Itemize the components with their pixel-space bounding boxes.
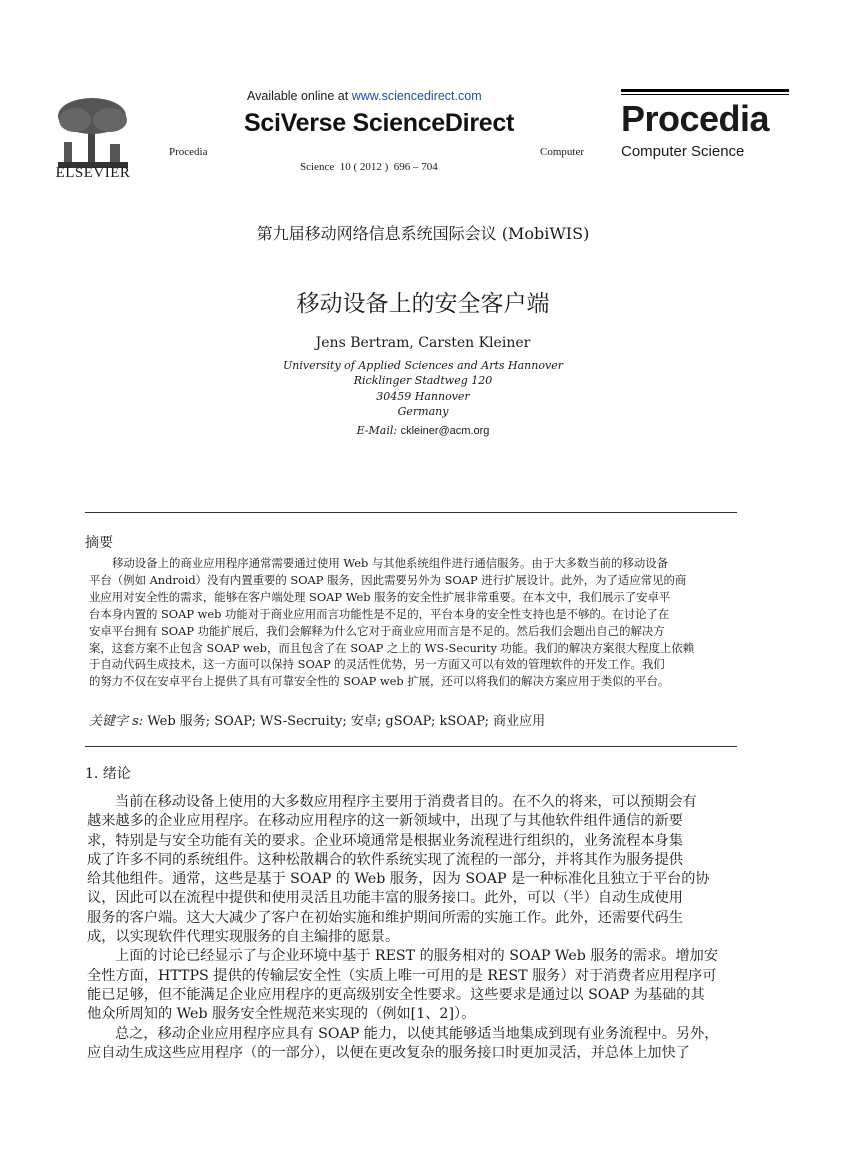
abstract-heading: 摘要 xyxy=(85,535,113,551)
body-line: 能已足够，但不能满足企业应用程序的更高级别安全性要求。这些要求是通过以 SOAP 为基础的其 xyxy=(87,986,705,1003)
conference-name: 第九届移动网络信息系统国际会议 (MobiWIS) xyxy=(256,224,590,243)
affiliation-line: University of Applied Sciences and Arts Hannover xyxy=(283,359,563,372)
affiliation-line: Germany xyxy=(397,404,449,418)
procedia-brand-title: Procedia xyxy=(621,98,770,139)
email-address[interactable]: ckleiner@acm.org xyxy=(400,425,490,437)
brand-rule-thick xyxy=(621,89,789,92)
keywords xyxy=(89,710,545,729)
section-body xyxy=(87,793,759,1063)
keywords-label: 关键字 s: xyxy=(89,714,144,729)
publisher-name: ELSEVIER xyxy=(55,165,131,181)
procedia-brand-subtitle: Computer Science xyxy=(621,143,745,160)
body-line: 成，以实现软件代理实现服务的自主编排的愿景。 xyxy=(87,929,400,946)
body-line: 越来越多的企业应用程序。在移动应用程序的这一新领域中，出现了与其他软件组件通信的新要 xyxy=(87,813,683,830)
journal-name-left: Procedia xyxy=(169,146,208,158)
journal-name-right: Computer xyxy=(540,146,584,158)
email-label: E-Mail: xyxy=(356,424,398,437)
abstract-bottom-divider xyxy=(85,746,737,747)
abstract-line: 移动设备上的商业应用程序通常需要通过使用 Web 与其他系统组件进行通信服务。由于大多数当前的移动设备 xyxy=(112,556,669,570)
availability-prefix: Available online at xyxy=(247,89,352,103)
volume-info: Science 10 ( 2012 ) 696 – 704 xyxy=(300,161,438,173)
availability-line xyxy=(247,89,482,103)
abstract-line: 业应用对安全性的需求，能够在客户端处理 SOAP Web 服务的安全性扩展非常重要。在本文中，我们展示了安卓平 xyxy=(89,589,671,604)
abstract-line: 台本身内置的 SOAP web 功能对于商业应用而言功能性是不足的，平台本身的安全性支持也是不够的。在讨论了在 xyxy=(89,606,670,621)
abstract-line: 案，这套方案不止包含 SOAP web，而且包含了在 SOAP 之上的 WS-Security 功能。我们的解决方案很大程度上依赖 xyxy=(89,640,695,655)
body-line: 应自动生成这些应用程序（的一部分），以便在更改复杂的服务接口时更加灵活，并总体上加快了 xyxy=(87,1044,690,1061)
body-line: 服务的客户端。这大大减少了客户在初始实施和维护期间所需的实施工作。此外，还需要代码生 xyxy=(87,909,683,926)
body-line: 总之，移动企业应用程序应具有 SOAP 能力，以使其能够适当地集成到现有业务流程中。另外， xyxy=(115,1025,719,1042)
body-line: 当前在移动设备上使用的大多数应用程序主要用于消费者目的。在不久的将来，可以预期会有 xyxy=(115,794,697,810)
body-line: 给其他组件。通常，这些是基于 SOAP 的 Web 服务，因为 SOAP 是一种标准化且独立于平台的协 xyxy=(87,871,710,888)
authors: Jens Bertram, Carsten Kleiner xyxy=(315,335,531,351)
sciencedirect-link[interactable]: www.sciencedirect.com xyxy=(351,89,482,103)
body-line: 全性方面，HTTPS 提供的传输层安全性（实质上唯一可用的是 REST 服务）对于消费者应用程序可 xyxy=(87,967,717,984)
abstract-line: 的努力不仅在安卓平台上提供了具有可靠安全性的 SOAP web 扩展，还可以将我们的解决方案应用于类似的平台。 xyxy=(89,674,670,689)
abstract-line: 于自动代码生成技术，这一方面可以保持 SOAP 的灵活性优势，另一方面又可以有效的管理软件的开发工作。我们 xyxy=(89,657,665,672)
body-line: 议，因此可以在流程中提供和使用灵活且功能丰富的服务接口。此外，可以（半）自动生成使用 xyxy=(87,890,683,907)
abstract-line: 平台（例如 Android）没有内置重要的 SOAP 服务，因此需要另外为 SOAP 进行扩展设计。此外，为了适应常见的商 xyxy=(89,572,687,587)
paper-title: 移动设备上的安全客户端 xyxy=(296,291,550,317)
sciverse-logo-text: SciVerse ScienceDirect xyxy=(244,109,514,137)
brand-rule-thin xyxy=(621,94,789,95)
abstract-body xyxy=(89,555,751,690)
body-line: 他众所周知的 Web 服务安全性规范来实现的（例如[1、2]）。 xyxy=(87,1006,476,1023)
affiliation-line: 30459 Hannover xyxy=(376,389,470,403)
abstract-top-divider xyxy=(85,512,737,513)
affiliation-line: Ricklinger Stadtweg 120 xyxy=(353,374,493,388)
section-heading: 1. 绪论 xyxy=(85,766,131,782)
body-line: 成了许多不同的系统组件。这种松散耦合的软件系统实现了流程的一部分，并将其作为服务提供 xyxy=(87,851,683,868)
affiliation xyxy=(0,358,846,419)
body-line: 上面的讨论已经显示了与企业环境中基于 REST 的服务相对的 SOAP Web 服务的需求。增加安 xyxy=(115,948,719,965)
body-line: 求，特别是与安全功能有关的要求。企业环境通常是根据业务流程进行组织的，业务流程本身集 xyxy=(87,832,683,849)
email-line xyxy=(0,424,846,437)
keywords-list: Web 服务; SOAP; WS-Secruity; 安卓; gSOAP; kSOAP; 商业应用 xyxy=(143,714,546,729)
procedia-brand xyxy=(621,89,789,160)
abstract-line: 安卓平台拥有 SOAP 功能扩展后，我们会解释为什么它对于商业应用而言是不足的。然后我们会题出自己的解决方 xyxy=(89,623,665,638)
